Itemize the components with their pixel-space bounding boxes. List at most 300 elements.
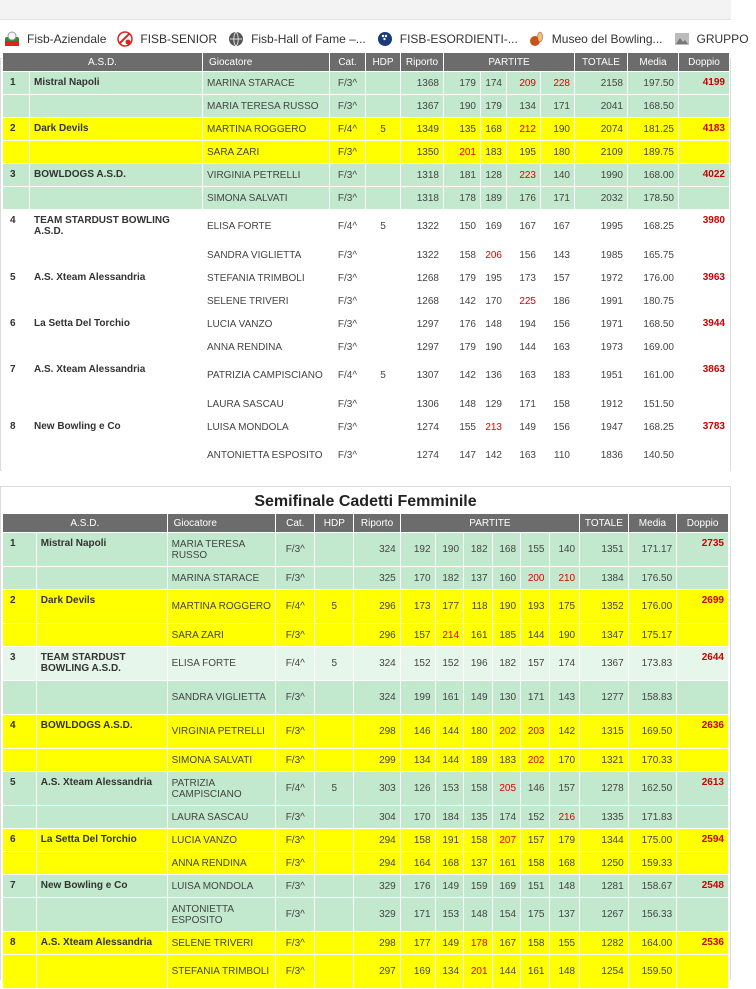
player-hdp [366, 244, 401, 267]
game-score: 144 [435, 749, 463, 772]
empty-cell [679, 336, 730, 359]
game-score: 193 [521, 590, 549, 624]
game-score: 156 [541, 416, 575, 439]
empty-cell [30, 290, 203, 313]
player-media: 176.00 [628, 590, 677, 624]
table-row [3, 898, 729, 932]
game-score: 149 [435, 875, 463, 898]
player-media: 161.00 [628, 359, 679, 393]
bowling-pins-icon [529, 31, 545, 47]
table-row [3, 118, 730, 141]
game-score: 154 [492, 898, 520, 932]
player-category: F/3^ [330, 72, 366, 95]
player-media: 168.25 [628, 210, 679, 244]
bookmark-label: Museo del Bowling... [551, 32, 663, 46]
player-riporto: 1368 [401, 72, 444, 95]
game-score: 171 [541, 187, 575, 210]
game-score: 161 [521, 955, 549, 989]
header-doppio: Doppio [679, 53, 730, 72]
player-totale: 1972 [575, 267, 628, 290]
player-hdp: 5 [315, 590, 354, 624]
player-category: F/4^ [276, 772, 315, 806]
team-doppio: 2644 [677, 647, 729, 681]
player-media: 189.75 [628, 141, 679, 164]
player-riporto: 1274 [401, 439, 444, 473]
table-row [3, 141, 730, 164]
player-hdp [315, 932, 354, 955]
game-score: 184 [435, 806, 463, 829]
game-score: 181 [444, 164, 481, 187]
game-score: 148 [444, 393, 481, 416]
game-score: 178 [464, 932, 492, 955]
game-score: 137 [464, 567, 492, 590]
game-score: 213 [481, 416, 507, 439]
table-row [3, 955, 729, 989]
game-score: 144 [507, 336, 541, 359]
player-totale: 1321 [580, 749, 629, 772]
bowling-ball-icon [377, 31, 393, 47]
player-riporto: 324 [354, 533, 400, 567]
player-name: MARINA STARACE [203, 72, 330, 95]
game-score: 169 [481, 210, 507, 244]
game-score: 170 [400, 567, 435, 590]
player-media: 168.25 [628, 416, 679, 439]
table-row [3, 416, 730, 439]
globe-icon [228, 31, 244, 47]
player-media: 176.50 [628, 567, 677, 590]
player-category: F/3^ [276, 715, 315, 749]
empty-cell [36, 681, 167, 715]
team-doppio: 2699 [677, 590, 729, 624]
game-score: 158 [464, 772, 492, 806]
team-doppio: 2613 [677, 772, 729, 806]
table-row [3, 393, 730, 416]
game-score: 195 [507, 141, 541, 164]
team-name: BOWLDOGS A.S.D. [30, 164, 203, 187]
player-riporto: 324 [354, 647, 400, 681]
team-name: A.S. Xteam Alessandria [36, 772, 167, 806]
game-score: 159 [464, 875, 492, 898]
player-totale: 1990 [575, 164, 628, 187]
empty-cell [30, 439, 203, 473]
game-score: 210 [549, 567, 580, 590]
table-row [3, 647, 729, 681]
table-row [3, 267, 730, 290]
empty-cell [3, 681, 37, 715]
empty-cell [3, 749, 37, 772]
player-riporto: 303 [354, 772, 400, 806]
player-name: SIMONA SALVATI [167, 749, 276, 772]
table-row [3, 932, 729, 955]
player-media: 162.50 [628, 772, 677, 806]
game-score: 171 [541, 95, 575, 118]
game-score: 155 [521, 533, 549, 567]
game-score: 199 [400, 681, 435, 715]
game-score: 177 [435, 590, 463, 624]
team-position: 4 [3, 210, 30, 244]
team-name: TEAM STARDUST BOWLING A.S.D. [30, 210, 203, 244]
game-score: 214 [435, 624, 463, 647]
empty-cell [30, 244, 203, 267]
game-score: 195 [481, 267, 507, 290]
table-row [3, 359, 730, 393]
game-score: 205 [492, 772, 520, 806]
bookmark-label: GRUPPO [696, 32, 749, 46]
player-totale: 1335 [580, 806, 629, 829]
player-totale: 2041 [575, 95, 628, 118]
team-name: La Setta Del Torchio [36, 829, 167, 852]
game-score: 207 [492, 829, 520, 852]
game-score: 168 [435, 852, 463, 875]
header-cat: Cat. [276, 514, 315, 533]
bookmark-gruppo[interactable] [670, 24, 756, 54]
empty-cell [36, 955, 167, 989]
empty-cell [3, 336, 30, 359]
team-doppio: 2594 [677, 829, 729, 852]
game-score: 158 [444, 244, 481, 267]
game-score: 153 [435, 898, 463, 932]
player-riporto: 1322 [401, 244, 444, 267]
player-media: 164.00 [628, 932, 677, 955]
table-row [3, 336, 730, 359]
game-score: 179 [444, 72, 481, 95]
player-name: LUCIA VANZO [167, 829, 276, 852]
bookmark-fisb-esordienti[interactable] [373, 24, 525, 54]
player-totale: 1278 [580, 772, 629, 806]
player-name: PATRIZIA CAMPISCIANO [203, 359, 330, 393]
game-score: 152 [400, 647, 435, 681]
game-score: 176 [507, 187, 541, 210]
player-riporto: 325 [354, 567, 400, 590]
game-score: 183 [481, 141, 507, 164]
team-name: New Bowling e Co [30, 416, 203, 439]
game-score: 137 [549, 898, 580, 932]
team-doppio: 3944 [679, 313, 730, 336]
game-score: 118 [464, 590, 492, 624]
player-category: F/3^ [330, 336, 366, 359]
table-row [3, 749, 729, 772]
game-score: 146 [521, 772, 549, 806]
player-name: MARINA STARACE [167, 567, 276, 590]
game-score: 189 [481, 187, 507, 210]
table-row [3, 95, 730, 118]
game-score: 168 [492, 533, 520, 567]
player-riporto: 1306 [401, 393, 444, 416]
game-score: 223 [507, 164, 541, 187]
game-score: 186 [541, 290, 575, 313]
table-row [3, 533, 729, 567]
game-score: 130 [492, 681, 520, 715]
game-score: 182 [492, 647, 520, 681]
game-score: 142 [444, 359, 481, 393]
player-totale: 1281 [580, 875, 629, 898]
player-name: SELENE TRIVERI [203, 290, 330, 313]
game-score: 216 [549, 806, 580, 829]
game-score: 149 [435, 932, 463, 955]
game-score: 157 [541, 267, 575, 290]
player-hdp [315, 681, 354, 715]
game-score: 160 [492, 567, 520, 590]
player-media: 197.50 [628, 72, 679, 95]
game-score: 183 [541, 359, 575, 393]
player-category: F/3^ [330, 290, 366, 313]
player-category: F/3^ [330, 164, 366, 187]
player-totale: 1971 [575, 313, 628, 336]
player-name: ANNA RENDINA [167, 852, 276, 875]
empty-cell [36, 749, 167, 772]
player-hdp: 5 [315, 647, 354, 681]
player-category: F/3^ [330, 187, 366, 210]
player-riporto: 299 [354, 749, 400, 772]
player-hdp [315, 749, 354, 772]
game-score: 146 [400, 715, 435, 749]
game-score: 170 [481, 290, 507, 313]
game-score: 152 [521, 806, 549, 829]
game-score: 148 [481, 313, 507, 336]
empty-cell [3, 898, 37, 932]
team-name: New Bowling e Co [36, 875, 167, 898]
player-media: 170.33 [628, 749, 677, 772]
team-position: 7 [3, 875, 37, 898]
empty-cell [30, 393, 203, 416]
game-score: 190 [541, 118, 575, 141]
header-giocatore: Giocatore [167, 514, 276, 533]
player-media: 175.00 [628, 829, 677, 852]
header-totale: TOTALE [580, 514, 629, 533]
player-category: F/4^ [330, 359, 366, 393]
team-name: A.S. Xteam Alessandria [30, 359, 203, 393]
player-category: F/3^ [330, 141, 366, 164]
player-media: 158.67 [628, 875, 677, 898]
empty-cell [679, 290, 730, 313]
player-hdp [315, 898, 354, 932]
player-name: ANNA RENDINA [203, 336, 330, 359]
player-hdp [315, 852, 354, 875]
player-totale: 1277 [580, 681, 629, 715]
player-riporto: 294 [354, 829, 400, 852]
team-name: BOWLDOGS A.S.D. [36, 715, 167, 749]
player-name: MARTINA ROGGERO [203, 118, 330, 141]
header-doppio: Doppio [677, 514, 729, 533]
empty-cell [3, 244, 30, 267]
game-score: 157 [400, 624, 435, 647]
player-totale: 1384 [580, 567, 629, 590]
bookmark-museo-del-bowling[interactable] [525, 24, 670, 54]
game-score: 179 [549, 829, 580, 852]
game-score: 183 [492, 749, 520, 772]
empty-cell [3, 141, 30, 164]
game-score: 194 [507, 313, 541, 336]
player-category: F/3^ [330, 439, 366, 473]
game-score: 189 [464, 749, 492, 772]
team-name: A.S. Xteam Alessandria [36, 932, 167, 955]
empty-cell [677, 852, 729, 875]
player-media: 168.50 [628, 313, 679, 336]
game-score: 164 [400, 852, 435, 875]
game-score: 190 [435, 533, 463, 567]
table-row [3, 715, 729, 749]
game-score: 174 [481, 72, 507, 95]
game-score: 134 [435, 955, 463, 989]
game-score: 170 [400, 806, 435, 829]
player-totale: 1951 [575, 359, 628, 393]
header-riporto: Riporto [401, 53, 444, 72]
player-name: MARTINA ROGGERO [167, 590, 276, 624]
table-row [3, 567, 729, 590]
player-media: 181.25 [628, 118, 679, 141]
player-name: LAURA SASCAU [203, 393, 330, 416]
player-category: F/3^ [330, 267, 366, 290]
game-score: 151 [521, 875, 549, 898]
player-totale: 2158 [575, 72, 628, 95]
game-score: 148 [549, 875, 580, 898]
player-name: PATRIZIA CAMPISCIANO [167, 772, 276, 806]
table-row [3, 590, 729, 624]
header-asd: A.S.D. [3, 514, 168, 533]
game-score: 201 [444, 141, 481, 164]
empty-cell [3, 806, 37, 829]
player-totale: 2109 [575, 141, 628, 164]
game-score: 201 [464, 955, 492, 989]
results-card-semifinal [0, 486, 731, 980]
player-name: SIMONA SALVATI [203, 187, 330, 210]
table-row [3, 439, 730, 473]
player-name: LUISA MONDOLA [167, 875, 276, 898]
player-category: F/4^ [330, 210, 366, 244]
player-hdp [315, 829, 354, 852]
game-score: 140 [549, 533, 580, 567]
game-score: 148 [549, 955, 580, 989]
game-score: 163 [507, 439, 541, 473]
player-totale: 1973 [575, 336, 628, 359]
results-body-final [3, 72, 730, 473]
player-name: STEFANIA TRIMBOLI [203, 267, 330, 290]
game-score: 134 [400, 749, 435, 772]
results-table-final [2, 52, 730, 473]
table-header-row [3, 53, 730, 72]
game-score: 190 [549, 624, 580, 647]
player-hdp: 5 [366, 359, 401, 393]
game-score: 158 [521, 852, 549, 875]
empty-cell [30, 187, 203, 210]
player-hdp [315, 715, 354, 749]
header-hdp: HDP [366, 53, 401, 72]
team-name: Mistral Napoli [36, 533, 167, 567]
bookmark-fisb-aziendale[interactable] [0, 24, 113, 54]
empty-cell [679, 393, 730, 416]
game-score: 185 [492, 624, 520, 647]
player-media: 171.83 [628, 806, 677, 829]
game-score: 177 [400, 932, 435, 955]
player-media: 169.50 [628, 715, 677, 749]
game-score: 161 [435, 681, 463, 715]
player-riporto: 1367 [401, 95, 444, 118]
player-riporto: 294 [354, 852, 400, 875]
player-media: 156.33 [628, 898, 677, 932]
team-position: 6 [3, 829, 37, 852]
empty-cell [3, 567, 37, 590]
game-score: 157 [521, 829, 549, 852]
player-category: F/4^ [330, 118, 366, 141]
player-totale: 1315 [580, 715, 629, 749]
player-riporto: 296 [354, 624, 400, 647]
player-name: ANTONIETTA ESPOSITO [203, 439, 330, 473]
table-row [3, 852, 729, 875]
player-riporto: 1297 [401, 336, 444, 359]
player-category: F/3^ [276, 681, 315, 715]
empty-cell [677, 749, 729, 772]
game-score: 143 [541, 244, 575, 267]
team-name: A.S. Xteam Alessandria [30, 267, 203, 290]
empty-cell [3, 439, 30, 473]
game-score: 110 [541, 439, 575, 473]
game-score: 163 [541, 336, 575, 359]
bookmark-fisb-hall-of-fame[interactable] [224, 24, 373, 54]
game-score: 167 [507, 210, 541, 244]
game-score: 225 [507, 290, 541, 313]
player-hdp [366, 336, 401, 359]
player-hdp [366, 187, 401, 210]
game-score: 144 [521, 624, 549, 647]
player-totale: 1351 [580, 533, 629, 567]
player-name: LUISA MONDOLA [203, 416, 330, 439]
player-hdp [366, 393, 401, 416]
player-hdp [366, 416, 401, 439]
table-row [3, 290, 730, 313]
empty-cell [30, 336, 203, 359]
team-doppio: 3963 [679, 267, 730, 290]
game-score: 142 [444, 290, 481, 313]
game-score: 206 [481, 244, 507, 267]
player-media: 159.33 [628, 852, 677, 875]
game-score: 178 [444, 187, 481, 210]
team-position: 3 [3, 164, 30, 187]
game-score: 149 [507, 416, 541, 439]
image-icon [674, 31, 690, 47]
player-name: SELENE TRIVERI [167, 932, 276, 955]
player-riporto: 1318 [401, 164, 444, 187]
player-totale: 1912 [575, 393, 628, 416]
empty-cell [30, 95, 203, 118]
team-doppio: 4022 [679, 164, 730, 187]
game-score: 180 [541, 141, 575, 164]
game-score: 200 [521, 567, 549, 590]
results-card-final [0, 58, 731, 471]
player-riporto: 329 [354, 898, 400, 932]
table-row [3, 806, 729, 829]
game-score: 149 [464, 681, 492, 715]
game-score: 190 [481, 336, 507, 359]
game-score: 176 [400, 875, 435, 898]
player-hdp [315, 567, 354, 590]
player-category: F/3^ [276, 806, 315, 829]
game-score: 148 [464, 898, 492, 932]
team-position: 3 [3, 647, 37, 681]
bookmark-label: FISB-ESORDIENTI-... [399, 32, 518, 46]
empty-cell [36, 567, 167, 590]
game-score: 128 [481, 164, 507, 187]
team-doppio: 2636 [677, 715, 729, 749]
team-doppio: 3863 [679, 359, 730, 393]
player-name: ELISA FORTE [203, 210, 330, 244]
player-totale: 2074 [575, 118, 628, 141]
player-hdp [366, 72, 401, 95]
bookmark-label: Fisb-Aziendale [27, 32, 107, 46]
header-totale: TOTALE [575, 53, 628, 72]
table-row [3, 313, 730, 336]
bookmark-fisb-senior[interactable] [113, 24, 224, 54]
game-score: 163 [507, 359, 541, 393]
